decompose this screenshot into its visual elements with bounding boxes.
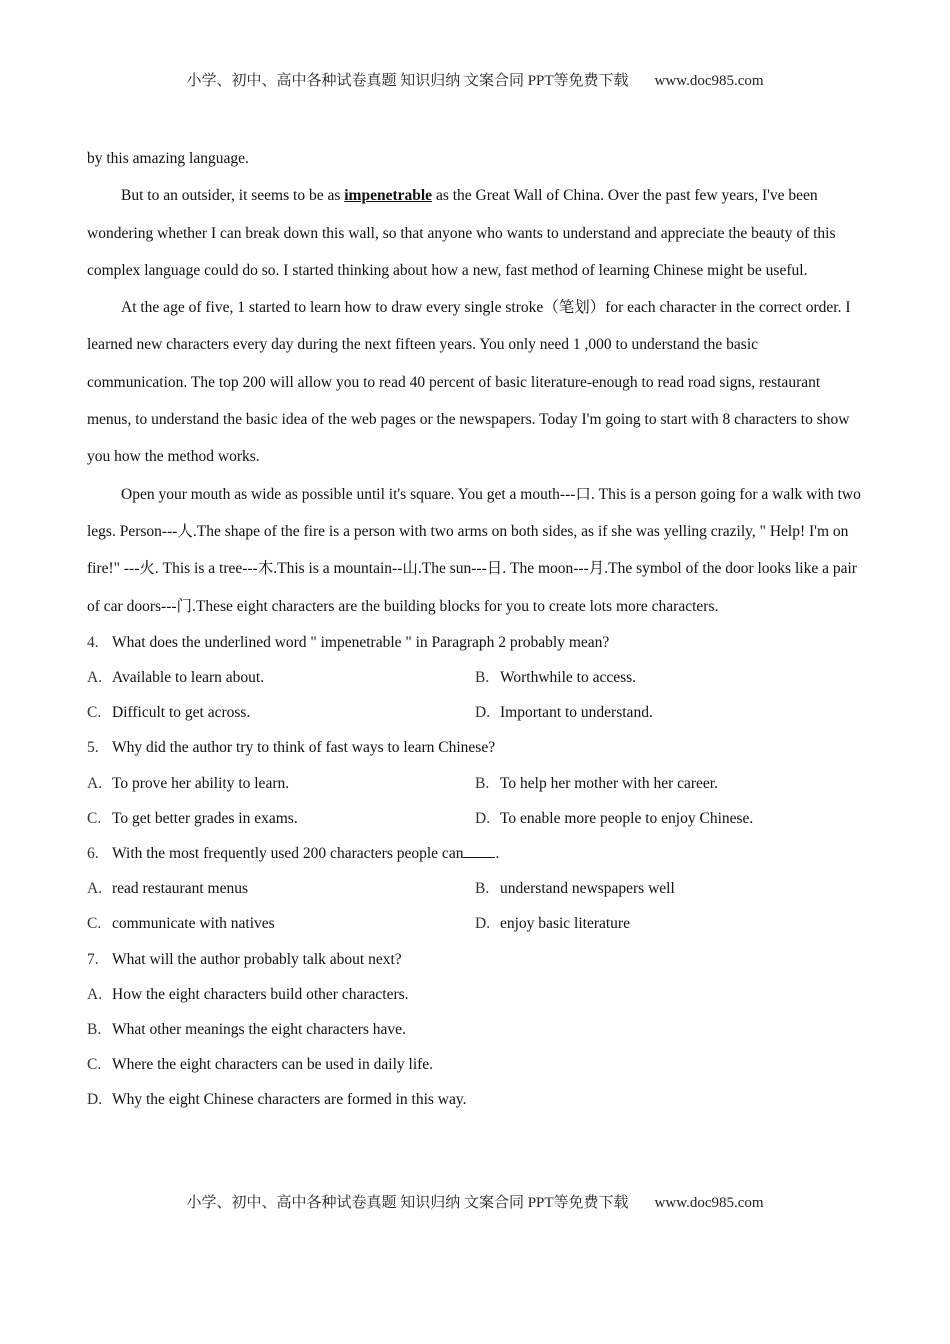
question-number: 4. xyxy=(87,633,99,651)
option-text: Available to learn about. xyxy=(112,669,265,687)
option[interactable] xyxy=(87,880,248,897)
option-letter: C. xyxy=(87,1056,102,1074)
option-text: To help her mother with her career. xyxy=(500,774,718,792)
option[interactable] xyxy=(87,1012,862,1047)
option[interactable] xyxy=(475,871,675,906)
option[interactable] xyxy=(475,801,753,836)
header-site: www.doc985.com xyxy=(654,73,764,89)
option-text: communicate with natives xyxy=(112,915,275,933)
option-text: Worthwhile to access. xyxy=(500,669,637,687)
option-text: To enable more people to enjoy Chinese. xyxy=(500,809,754,827)
option[interactable] xyxy=(87,775,289,792)
page-header xyxy=(0,69,950,90)
footer-text: 小学、初中、高中各种试卷真题 知识归纳 文案合同 PPT等免费下载 xyxy=(186,1195,629,1211)
option-row xyxy=(87,906,862,941)
header-text: 小学、初中、高中各种试卷真题 知识归纳 文案合同 PPT等免费下载 xyxy=(186,73,629,89)
option[interactable] xyxy=(87,810,298,827)
question-number: 7. xyxy=(87,950,99,968)
option-letter: A. xyxy=(87,985,103,1003)
question-text: What will the author probably talk about next? xyxy=(112,950,402,968)
answer-blank[interactable] xyxy=(463,845,495,858)
option-letter: C. xyxy=(87,809,102,827)
question-number: 6. xyxy=(87,844,99,862)
option-letter: D. xyxy=(475,704,491,722)
question-stem xyxy=(87,942,862,977)
question-stem xyxy=(87,625,862,660)
underlined-word: impenetrable xyxy=(344,187,433,205)
question-text: With the most frequently used 200 characters people can xyxy=(112,844,464,862)
option-letter: A. xyxy=(87,774,103,792)
option[interactable] xyxy=(87,977,862,1012)
option-text: Difficult to get across. xyxy=(112,704,251,722)
option[interactable] xyxy=(87,704,250,721)
p1-before: But to an outsider, it seems to be as xyxy=(121,187,345,205)
option-letter: A. xyxy=(87,880,103,898)
option-text: Important to understand. xyxy=(500,704,653,722)
question-stem xyxy=(87,836,862,871)
option-letter: C. xyxy=(87,704,102,722)
option[interactable] xyxy=(87,1047,862,1082)
option-row xyxy=(87,801,862,836)
question-text: Why did the author try to think of fast ways to learn Chinese? xyxy=(112,739,496,757)
option-letter: D. xyxy=(475,809,491,827)
option-row xyxy=(87,871,862,906)
option-letter: B. xyxy=(475,669,490,687)
passage-paragraph-1 xyxy=(87,177,862,289)
footer-site: www.doc985.com xyxy=(654,1195,764,1211)
option-letter: D. xyxy=(475,915,491,933)
passage-paragraph-0: by this amazing language. xyxy=(87,150,249,167)
option[interactable] xyxy=(87,1082,862,1117)
option-text: Where the eight characters can be used in daily life. xyxy=(112,1056,434,1074)
question-text: What does the underlined word " impenetrable " in Paragraph 2 probably mean? xyxy=(112,633,610,651)
option[interactable] xyxy=(475,766,718,801)
option-letter: B. xyxy=(475,774,490,792)
passage-paragraph-3: Open your mouth as wide as possible until it's square. You get a mouth---口. This is a person going for a walk with two legs. Person---人.The shape of the fire is a person with two arms on both sides, as if she was yelling crazily, " Help! I'm on fire!" ---火. This is a tree---木.This is a mountain--山.The sun---日. The moon---月.The symbol of the door looks like a pair of car doors---门.These eight characters are the building blocks for you to create lots more characters. xyxy=(87,485,861,615)
option-text: enjoy basic literature xyxy=(500,915,630,933)
option-letter: B. xyxy=(87,1020,102,1038)
option-text: How the eight characters build other characters. xyxy=(112,985,409,1003)
option-text: Why the eight Chinese characters are formed in this way. xyxy=(112,1091,467,1109)
option-row xyxy=(87,695,862,730)
option-letter: B. xyxy=(475,880,490,898)
option-letter: C. xyxy=(87,915,102,933)
option-letter: A. xyxy=(87,669,103,687)
option[interactable] xyxy=(475,906,630,941)
option-letter: D. xyxy=(87,1091,103,1109)
option[interactable] xyxy=(475,660,636,695)
option[interactable] xyxy=(87,669,264,686)
passage-paragraph-2: At the age of five, 1 started to learn how to draw every single stroke（笔划）for each character in the correct order. I learned new characters every day during the next fifteen years. You only need 1 ,000 to understand the basic communication. The top 200 will allow you to read 40 percent of basic literature-enough to read road signs, restaurant menus, to understand the basic idea of the web pages or the newspapers. Today I'm going to start with 8 characters to show you how the method works. xyxy=(87,299,851,466)
option[interactable] xyxy=(475,695,653,730)
question-stem xyxy=(87,730,862,765)
option-text: understand newspapers well xyxy=(500,880,675,898)
p1-after: as the Great Wall of China. Over the past few years, I've been wondering whether I can break down this wall, so that anyone who wants to understand and appreciate the beauty of this complex language could do so. I started thinking about how a new, fast method of learning Chinese might be useful. xyxy=(87,187,836,279)
question-end: . xyxy=(495,844,500,862)
page-footer xyxy=(0,1191,950,1212)
option-row xyxy=(87,660,862,695)
option-text: What other meanings the eight characters have. xyxy=(112,1020,406,1038)
option[interactable] xyxy=(87,915,275,932)
question-number: 5. xyxy=(87,739,99,757)
option-text: read restaurant menus xyxy=(112,880,248,898)
option-row xyxy=(87,766,862,801)
document-body xyxy=(87,140,862,1117)
option-text: To get better grades in exams. xyxy=(112,809,298,827)
option-text: To prove her ability to learn. xyxy=(112,774,290,792)
